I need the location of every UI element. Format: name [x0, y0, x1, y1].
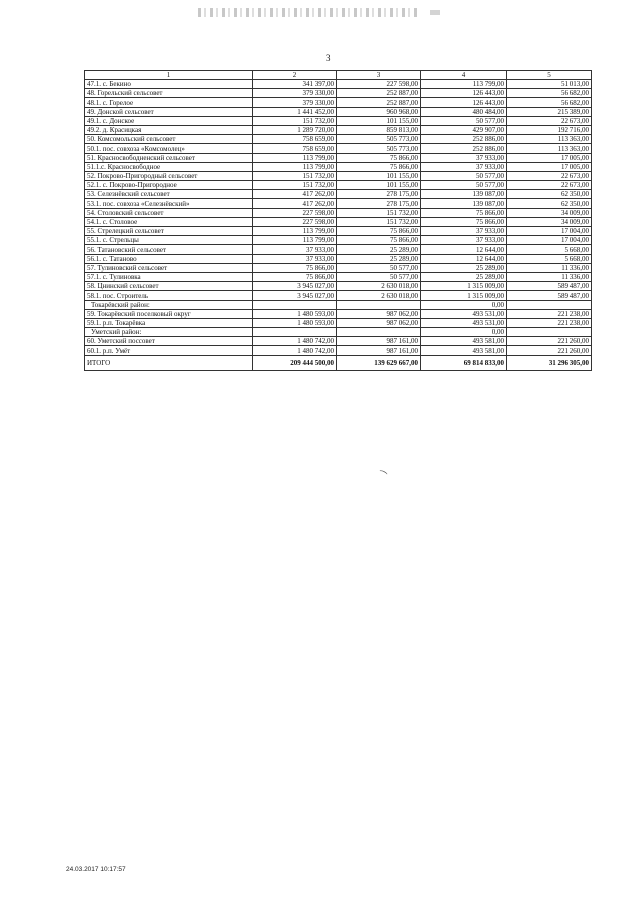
cell-col-3: 505 773,00: [337, 135, 421, 144]
cell-col-3: 2 630 018,00: [337, 291, 421, 300]
table-row: [85, 208, 592, 217]
cell-col-5: 11 336,00: [507, 263, 592, 272]
cell-col-2: 113 799,00: [253, 227, 337, 236]
cell-col-2: 758 659,00: [253, 144, 337, 153]
column-header: 3: [337, 71, 421, 80]
cell-col-3: 987 062,00: [337, 318, 421, 327]
row-label: 57. Тулиновский сельсовет: [85, 263, 253, 272]
page-number: 3: [326, 53, 331, 63]
cell-col-2: 227 598,00: [253, 217, 337, 226]
cell-col-4: 1 315 009,00: [421, 282, 507, 291]
cell-col-5: 17 004,00: [507, 236, 592, 245]
cell-col-2: 1 441 452,00: [253, 107, 337, 116]
cell-col-4: 50 577,00: [421, 181, 507, 190]
cell-col-5: 17 005,00: [507, 153, 592, 162]
row-label: 54.1. с. Столовое: [85, 217, 253, 226]
cell-col-5: 221 238,00: [507, 309, 592, 318]
cell-col-3: 101 155,00: [337, 171, 421, 180]
cell-col-5: 113 363,00: [507, 135, 592, 144]
cell-col-2: [253, 328, 337, 337]
cell-col-3: 75 866,00: [337, 236, 421, 245]
cell-col-5: 62 350,00: [507, 190, 592, 199]
cell-col-2: 113 799,00: [253, 236, 337, 245]
cell-col-3: 278 175,00: [337, 199, 421, 208]
cell-col-2: 209 444 500,00: [253, 355, 337, 370]
budget-table: [84, 70, 592, 371]
cell-col-5: 589 487,00: [507, 291, 592, 300]
cell-col-5: 62 350,00: [507, 199, 592, 208]
cell-col-4: 75 866,00: [421, 217, 507, 226]
row-label: 53.1. пос. совхоза «Селезнёвский»: [85, 199, 253, 208]
cell-col-3: 25 289,00: [337, 254, 421, 263]
table-row: [85, 171, 592, 180]
cell-col-5: 5 668,00: [507, 245, 592, 254]
row-label: 48.1. с. Горелое: [85, 98, 253, 107]
table-row: [85, 153, 592, 162]
cell-col-4: 25 289,00: [421, 272, 507, 281]
cell-col-3: 101 155,00: [337, 116, 421, 125]
cell-col-4: 252 886,00: [421, 144, 507, 153]
table-row: [85, 217, 592, 226]
row-label: 59.1. р.п. Токарёвка: [85, 318, 253, 327]
row-label: 58. Цнинский сельсовет: [85, 282, 253, 291]
scan-header-artifact: [198, 8, 418, 17]
cell-col-3: 139 629 667,00: [337, 355, 421, 370]
cell-col-5: 22 673,00: [507, 116, 592, 125]
table-row: [85, 181, 592, 190]
cell-col-3: 50 577,00: [337, 263, 421, 272]
cell-col-3: 505 773,00: [337, 144, 421, 153]
table-row: [85, 227, 592, 236]
table-row: [85, 291, 592, 300]
cell-col-5: 31 296 305,00: [507, 355, 592, 370]
cell-col-5: [507, 300, 592, 309]
cell-col-2: 758 659,00: [253, 135, 337, 144]
row-label: 58.1. пос. Строитель: [85, 291, 253, 300]
scan-dot-artifact: [430, 10, 440, 15]
table-row: [85, 337, 592, 346]
cell-col-2: 1 480 742,00: [253, 346, 337, 355]
cell-col-2: 3 945 027,00: [253, 291, 337, 300]
cell-col-3: 2 630 018,00: [337, 282, 421, 291]
cell-col-2: 379 330,00: [253, 89, 337, 98]
cell-col-5: 221 260,00: [507, 337, 592, 346]
cell-col-2: 3 945 027,00: [253, 282, 337, 291]
cell-col-4: 75 866,00: [421, 208, 507, 217]
cell-col-3: 278 175,00: [337, 190, 421, 199]
cell-col-2: 417 262,00: [253, 190, 337, 199]
row-label: 57.1. с. Тулиновка: [85, 272, 253, 281]
cell-col-3: 859 813,00: [337, 125, 421, 134]
cell-col-4: 37 933,00: [421, 162, 507, 171]
cell-col-2: 341 397,00: [253, 80, 337, 89]
cell-col-4: 50 577,00: [421, 116, 507, 125]
cell-col-3: 75 866,00: [337, 153, 421, 162]
table-row: [85, 107, 592, 116]
cell-col-4: 1 315 009,00: [421, 291, 507, 300]
table-row: [85, 125, 592, 134]
cell-col-3: 25 289,00: [337, 245, 421, 254]
cell-col-4: 493 531,00: [421, 318, 507, 327]
row-label: 47.1. с. Бекино: [85, 80, 253, 89]
cell-col-4: 126 443,00: [421, 98, 507, 107]
row-label: 54. Столовский сельсовет: [85, 208, 253, 217]
cell-col-5: 56 682,00: [507, 89, 592, 98]
row-label: 49.1. с. Донское: [85, 116, 253, 125]
cell-col-5: 51 013,00: [507, 80, 592, 89]
cell-col-3: 227 598,00: [337, 80, 421, 89]
column-header: 4: [421, 71, 507, 80]
row-label: 50.1. пос. совхоза «Комсомолец»: [85, 144, 253, 153]
cell-col-5: 11 336,00: [507, 272, 592, 281]
table-row: [85, 309, 592, 318]
cell-col-4: 126 443,00: [421, 89, 507, 98]
column-header: 5: [507, 71, 592, 80]
cell-col-4: 480 484,00: [421, 107, 507, 116]
table-row: [85, 98, 592, 107]
table-header-row: [85, 71, 592, 80]
cell-col-3: 252 887,00: [337, 89, 421, 98]
region-heading-row: [85, 328, 592, 337]
cell-col-2: 151 732,00: [253, 116, 337, 125]
cell-col-5: 17 005,00: [507, 162, 592, 171]
table-row: [85, 144, 592, 153]
row-label: 59. Токарёвский поселковый округ: [85, 309, 253, 318]
row-label: 56.1. с. Татаново: [85, 254, 253, 263]
table-row: [85, 135, 592, 144]
cell-col-3: 151 732,00: [337, 217, 421, 226]
table-row: [85, 263, 592, 272]
table-row: [85, 346, 592, 355]
cell-col-3: 50 577,00: [337, 272, 421, 281]
region-heading-row: [85, 300, 592, 309]
table-row: [85, 80, 592, 89]
table-body: [85, 71, 592, 371]
cell-col-4: 139 087,00: [421, 199, 507, 208]
cell-col-3: 151 732,00: [337, 208, 421, 217]
cell-col-5: 22 673,00: [507, 181, 592, 190]
row-label: 53. Селезнёвский сельсовет: [85, 190, 253, 199]
total-row: [85, 355, 592, 370]
table-row: [85, 272, 592, 281]
table-row: [85, 236, 592, 245]
row-label: 52. Покрово-Пригородный сельсовет: [85, 171, 253, 180]
cell-col-2: 75 866,00: [253, 263, 337, 272]
cell-col-3: 252 887,00: [337, 98, 421, 107]
cell-col-3: 101 155,00: [337, 181, 421, 190]
row-label: 51. Красносвободненский сельсовет: [85, 153, 253, 162]
cell-col-4: 37 933,00: [421, 236, 507, 245]
cell-col-3: 987 161,00: [337, 337, 421, 346]
cell-col-5: 192 716,00: [507, 125, 592, 134]
row-label: 49. Донской сельсовет: [85, 107, 253, 116]
cell-col-5: 113 363,00: [507, 144, 592, 153]
cell-col-5: 5 668,00: [507, 254, 592, 263]
cell-col-5: 221 260,00: [507, 346, 592, 355]
cell-col-4: 69 814 833,00: [421, 355, 507, 370]
cell-col-2: 75 866,00: [253, 272, 337, 281]
cell-col-4: 0,00: [421, 328, 507, 337]
cell-col-2: 1 480 742,00: [253, 337, 337, 346]
row-label: 60.1. р.п. Умёт: [85, 346, 253, 355]
cell-col-5: [507, 328, 592, 337]
row-label: 48. Горельский сельсовет: [85, 89, 253, 98]
row-label: 52.1. с. Покрово-Пригородное: [85, 181, 253, 190]
cell-col-5: 34 009,00: [507, 217, 592, 226]
row-label: 60. Уметский поссовет: [85, 337, 253, 346]
cell-col-3: 75 866,00: [337, 162, 421, 171]
footer-timestamp: 24.03.2017 10:17:57: [66, 866, 126, 873]
row-label: 56. Татановский сельсовет: [85, 245, 253, 254]
column-header: 2: [253, 71, 337, 80]
cell-col-2: 151 732,00: [253, 181, 337, 190]
cell-col-5: 22 673,00: [507, 171, 592, 180]
cell-col-4: 50 577,00: [421, 171, 507, 180]
cell-col-4: 12 644,00: [421, 254, 507, 263]
cell-col-4: 139 087,00: [421, 190, 507, 199]
cell-col-4: 252 886,00: [421, 135, 507, 144]
cell-col-4: 429 907,00: [421, 125, 507, 134]
cell-col-5: 56 682,00: [507, 98, 592, 107]
cell-col-3: 75 866,00: [337, 227, 421, 236]
row-label: 51.1.с. Красносвободное: [85, 162, 253, 171]
cell-col-2: 113 799,00: [253, 153, 337, 162]
cell-col-4: 0,00: [421, 300, 507, 309]
row-label: 50. Комсомольский сельсовет: [85, 135, 253, 144]
cell-col-3: [337, 300, 421, 309]
table-row: [85, 116, 592, 125]
cell-col-3: [337, 328, 421, 337]
cell-col-2: 1 480 593,00: [253, 309, 337, 318]
cell-col-3: 960 968,00: [337, 107, 421, 116]
row-label: 55. Стрелецкий сельсовет: [85, 227, 253, 236]
cell-col-5: 17 004,00: [507, 227, 592, 236]
cell-col-2: 1 289 720,00: [253, 125, 337, 134]
cell-col-3: 987 161,00: [337, 346, 421, 355]
row-label: Уметский район:: [85, 328, 253, 337]
cell-col-5: 589 487,00: [507, 282, 592, 291]
cell-col-2: 379 330,00: [253, 98, 337, 107]
cell-col-3: 987 062,00: [337, 309, 421, 318]
row-label: 49.2. д. Красицкая: [85, 125, 253, 134]
cell-col-2: 151 732,00: [253, 171, 337, 180]
row-label: Токарёвский район:: [85, 300, 253, 309]
cell-col-2: 37 933,00: [253, 254, 337, 263]
cell-col-4: 493 581,00: [421, 346, 507, 355]
cell-col-2: 37 933,00: [253, 245, 337, 254]
cell-col-2: 1 480 593,00: [253, 318, 337, 327]
cell-col-2: 113 799,00: [253, 162, 337, 171]
table-row: [85, 199, 592, 208]
cell-col-4: 25 289,00: [421, 263, 507, 272]
table-row: [85, 162, 592, 171]
cell-col-2: 417 262,00: [253, 199, 337, 208]
cell-col-4: 12 644,00: [421, 245, 507, 254]
cell-col-2: 227 598,00: [253, 208, 337, 217]
cell-col-5: 221 238,00: [507, 318, 592, 327]
table-row: [85, 89, 592, 98]
table-row: [85, 245, 592, 254]
column-header: 1: [85, 71, 253, 80]
cell-col-2: [253, 300, 337, 309]
table-row: [85, 190, 592, 199]
table-row: [85, 318, 592, 327]
row-label: ИТОГО: [85, 355, 253, 370]
table-row: [85, 254, 592, 263]
cell-col-4: 37 933,00: [421, 227, 507, 236]
cell-col-4: 493 581,00: [421, 337, 507, 346]
cell-col-4: 113 799,00: [421, 80, 507, 89]
cell-col-4: 493 531,00: [421, 309, 507, 318]
cell-col-5: 215 389,00: [507, 107, 592, 116]
scan-mark: ⁀: [376, 469, 388, 483]
table-row: [85, 282, 592, 291]
cell-col-4: 37 933,00: [421, 153, 507, 162]
cell-col-5: 34 009,00: [507, 208, 592, 217]
row-label: 55.1. с. Стрельцы: [85, 236, 253, 245]
